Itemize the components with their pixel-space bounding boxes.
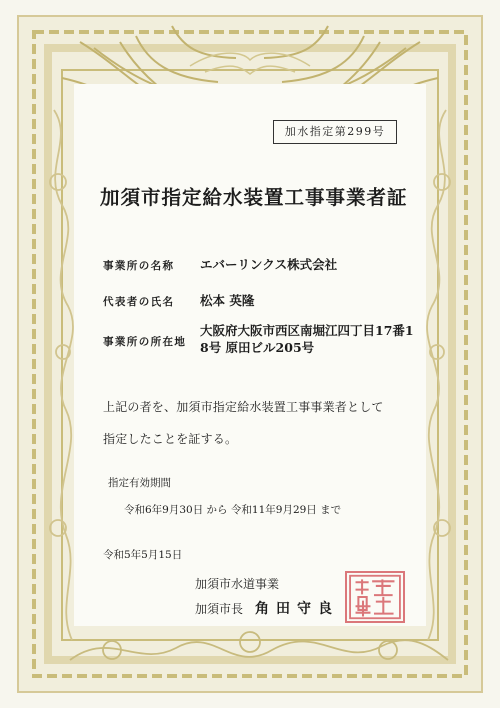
representative-name-value: 松本 英隆 xyxy=(200,293,255,308)
certificate-statement-line-1: 上記の者を、加須市指定給水装置工事事業者として xyxy=(103,400,384,414)
certificate-number: 加水指定第299号 xyxy=(273,120,397,144)
office-name-label: 事業所の名称 xyxy=(103,260,175,272)
certificate-statement-line-2: 指定したことを証する。 xyxy=(103,432,238,446)
office-name-value: エバーリンクス株式会社 xyxy=(200,257,338,272)
issue-date: 令和5年5月15日 xyxy=(103,549,183,561)
official-seal-icon xyxy=(345,571,405,623)
issuer-organization: 加須市水道事業 xyxy=(195,577,280,591)
office-address-value xyxy=(200,322,414,356)
office-address-label: 事業所の所在地 xyxy=(103,336,187,348)
issuer-block xyxy=(195,598,339,618)
issuer-name: 角田守良 xyxy=(255,601,340,617)
representative-name-label: 代表者の氏名 xyxy=(103,296,175,308)
validity-period: 令和6年9月30日 から 令和11年9月29日 まで xyxy=(124,504,342,516)
issuer-title: 加須市長 xyxy=(195,602,244,616)
office-address-line-2: 8号 原田ビル205号 xyxy=(200,340,315,355)
certificate-title: 加須市指定給水装置工事事業者証 xyxy=(100,186,408,209)
validity-label: 指定有効期間 xyxy=(108,477,171,489)
office-address-line-1: 大阪府大阪市西区南堀江四丁目17番1 xyxy=(200,323,414,338)
